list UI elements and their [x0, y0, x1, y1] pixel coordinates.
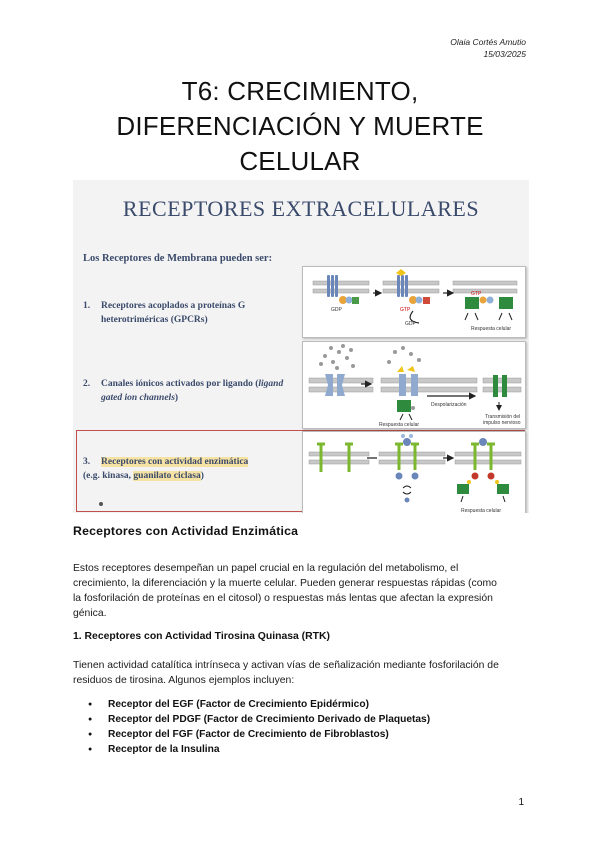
document-meta	[450, 36, 526, 60]
gpcr-gtp-label: GTP	[400, 307, 411, 313]
page-number: 1	[518, 797, 524, 808]
item-line: )	[174, 393, 179, 403]
section-title: Receptores con Actividad Enzimática	[73, 524, 299, 538]
gpcr-gdp-label: GDP	[331, 307, 342, 313]
text-line: Tienen actividad catalítica intrínseca y activan vías de señalización mediante fosforilación de	[73, 660, 499, 671]
slide-image	[73, 180, 529, 513]
text-line: la fosforilación de proteínas en el citosol) o respuestas más lentas que afectan la expresión	[73, 593, 493, 604]
list-item: ● Receptor del PDGF (Factor de Crecimiento Derivado de Plaquetas)	[73, 712, 430, 727]
text-line: génica.	[73, 608, 107, 619]
title-line: T6: CRECIMIENTO,	[181, 76, 419, 106]
item-italic: gated ion channels	[101, 393, 175, 403]
examples-list	[73, 697, 430, 757]
ion-response-label: Respuesta celular	[379, 422, 420, 428]
item-line: )	[200, 471, 204, 481]
document-date: 15/03/2025	[483, 49, 526, 59]
transmission-label-2: impulso nervioso	[483, 420, 521, 426]
transmission-label: Transmisión del	[485, 414, 521, 420]
title-line: DIFERENCIACIÓN Y MUERTE	[116, 111, 484, 141]
title-line: CELULAR	[239, 146, 361, 176]
list-item: ● Receptor del FGF (Factor de Crecimiento de Fibroblastos)	[73, 727, 430, 742]
receptor-type-ion-channel	[83, 377, 283, 405]
text-line: Estos receptores desempeñan un papel crucial en la regulación del metabolismo, el	[73, 563, 459, 574]
gpcr-gdp2-label: GDP	[405, 321, 416, 327]
ion-channel-diagram	[302, 341, 526, 429]
page-title	[60, 74, 540, 179]
depolarization-label: Despolarización	[431, 402, 467, 408]
text-line: residuos de tirosina. Algunos ejemplos incluyen:	[73, 675, 295, 686]
rtk-paragraph	[73, 658, 528, 688]
receptor-type-gpcr	[83, 299, 245, 327]
text-line: crecimiento, la diferenciación y la muerte celular. Pueden generar respuestas rápidas (como	[73, 578, 497, 589]
list-item: ● Receptor de la Insulina	[73, 742, 430, 757]
item-line: (e.g. kinasa,	[83, 471, 134, 481]
item-number: 1.	[83, 301, 91, 311]
item-line: Receptores con actividad enzimática	[101, 457, 249, 467]
intro-paragraph	[73, 561, 528, 621]
slide-bullet	[99, 502, 103, 506]
gpcr-response-label: Respuesta celular	[471, 326, 512, 332]
item-line: Canales iónicos activados por ligando (	[101, 379, 259, 389]
item-number: 3.	[83, 457, 91, 467]
subsection-title: 1. Receptores con Actividad Tirosina Quinasa (RTK)	[73, 631, 330, 642]
enzymatic-receptor-diagram	[302, 431, 526, 513]
author-name: Olaia Cortés Amutio	[450, 37, 526, 47]
slide-subtitle: Los Receptores de Membrana pueden ser:	[83, 253, 273, 264]
enzymatic-response-label: Respuesta celular	[461, 508, 502, 513]
item-line: heterotriméricas (GPCRs)	[101, 315, 208, 325]
slide-title: RECEPTORES EXTRACELULARES	[122, 196, 480, 221]
item-number: 2.	[83, 379, 91, 389]
item-highlight: guanilato ciclasa	[133, 471, 201, 481]
gpcr-diagram	[302, 266, 526, 338]
gpcr-gtp2-label: GTP	[471, 291, 482, 297]
item-italic: ligand	[258, 379, 284, 389]
receptor-type-enzymatic	[83, 455, 248, 483]
item-line: Receptores acoplados a proteínas G	[101, 301, 246, 311]
list-item: ● Receptor del EGF (Factor de Crecimiento Epidérmico)	[73, 697, 430, 712]
